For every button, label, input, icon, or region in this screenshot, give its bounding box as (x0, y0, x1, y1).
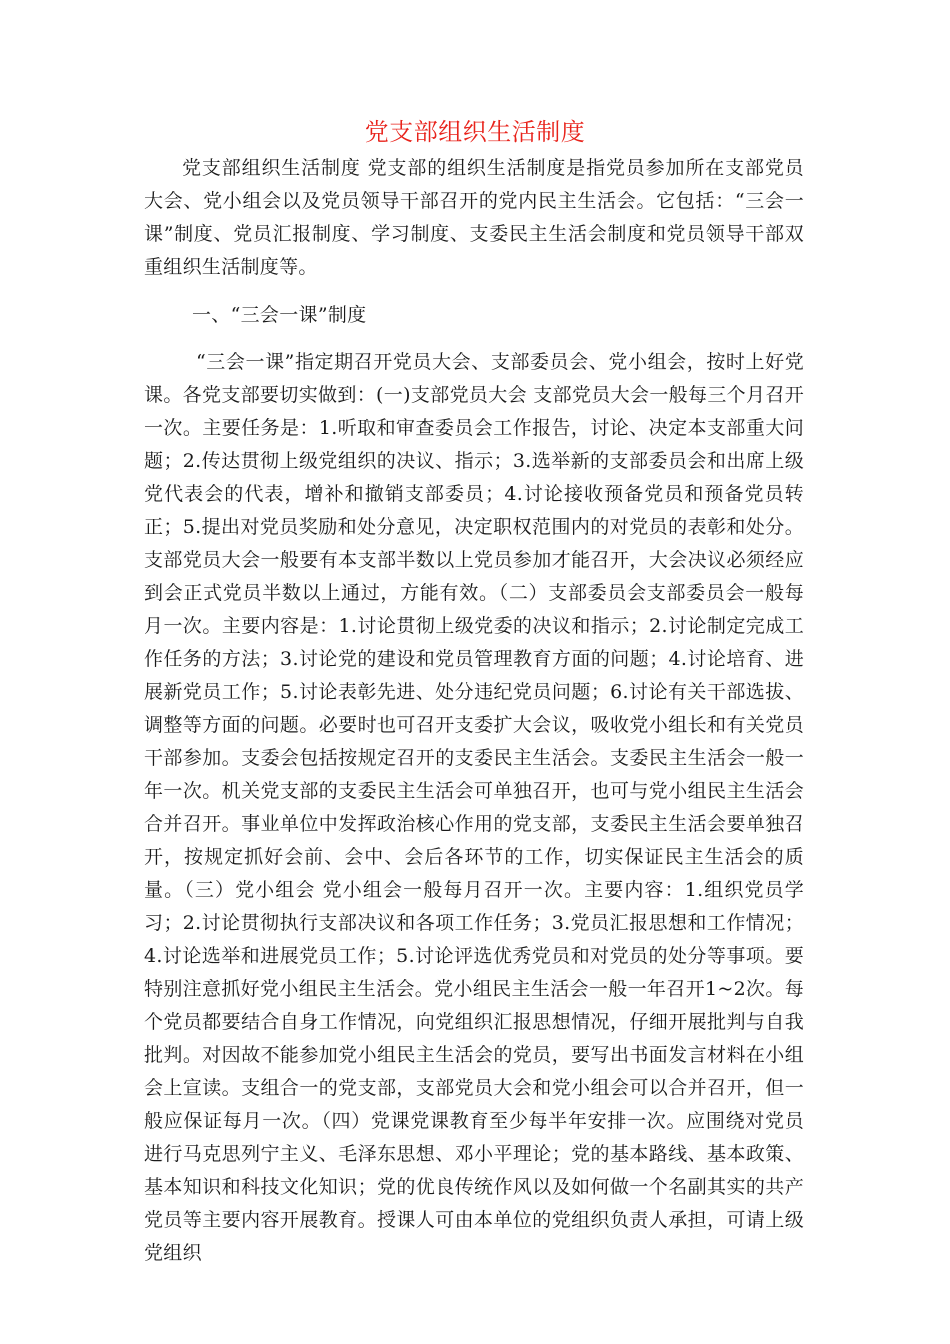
section-body-paragraph: “三会一课”指定期召开党员大会、支部委员会、党小组会，按时上好党课。各党支部要切实做到：(一)支部党员大会 支部党员大会一般每三个月召开一次。主要任务是：1.听取和审查委员会工作报告，讨论、决定本支部重大问题；2.传达贯彻上级党组织的决议、指示；3.选举新的支部委员会和出席上级党代表会的代表，增补和撤销支部委员；4.讨论接收预备党员和预备党员转正；5.提出对党员奖励和处分意见，决定职权范围内的对党员的表彰和处分。支部党员大会一般要有本支部半数以上党员参加才能召开，大会决议必须经应到会正式党员半数以上通过，方能有效。（二）支部委员会支部委员会一般每月一次。主要内容是：1.讨论贯彻上级党委的决议和指示；2.讨论制定完成工作任务的方法；3.讨论党的建设和党员管理教育方面的问题；4.讨论培育、进展新党员工作；5.讨论表彰先进、处分违纪党员问题；6.讨论有关干部选拔、调整等方面的问题。必要时也可召开支委扩大会议，吸收党小组长和有关党员干部参加。支委会包括按规定召开的支委民主生活会。支委民主生活会一般一年一次。机关党支部的支委民主生活会可单独召开，也可与党小组民主生活会合并召开。事业单位中发挥政治核心作用的党支部，支委民主生活会要单独召开，按规定抓好会前、会中、会后各环节的工作，切实保证民主生活会的质量。（三）党小组会 党小组会一般每月召开一次。主要内容：1.组织党员学习；2.讨论贯彻执行支部决议和各项工作任务；3.党员汇报思想和工作情况；4.讨论选举和进展党员工作；5.讨论评选优秀党员和对党员的处分等事项。要特别注意抓好党小组民主生活会。党小组民主生活会一般一年召开1~2次。每个党员都要结合自身工作情况，向党组织汇报思想情况，仔细开展批判与自我批判。对因故不能参加党小组民主生活会的党员，要写出书面发言材料在小组会上宣读。支组合一的党支部，支部党员大会和党小组会可以合并召开，但一般应保证每月一次。（四）党课党课教育至少每半年安排一次。应围绕对党员进行马克思列宁主义、毛泽东思想、邓小平理论；党的基本路线、基本政策、基本知识和科技文化知识；党的优良传统作风以及如何做一个名副其实的共产党员等主要内容开展教育。授课人可由本单位的党组织负责人承担，可请上级党组织 (144, 351, 804, 1264)
document-body (144, 152, 804, 1270)
document-title: 党支部组织生活制度 (364, 118, 586, 146)
intro-paragraph: 党支部组织生活制度 党支部的组织生活制度是指党员参加所在支部党员大会、党小组会以及党员领导干部召开的党内民主生活会。它包括：“三会一课”制度、党员汇报制度、学习制度、支委民主生活会制度和党员领导干部双重组织生活制度等。 (144, 157, 804, 278)
section-heading: 一、“三会一课”制度 (192, 304, 367, 326)
